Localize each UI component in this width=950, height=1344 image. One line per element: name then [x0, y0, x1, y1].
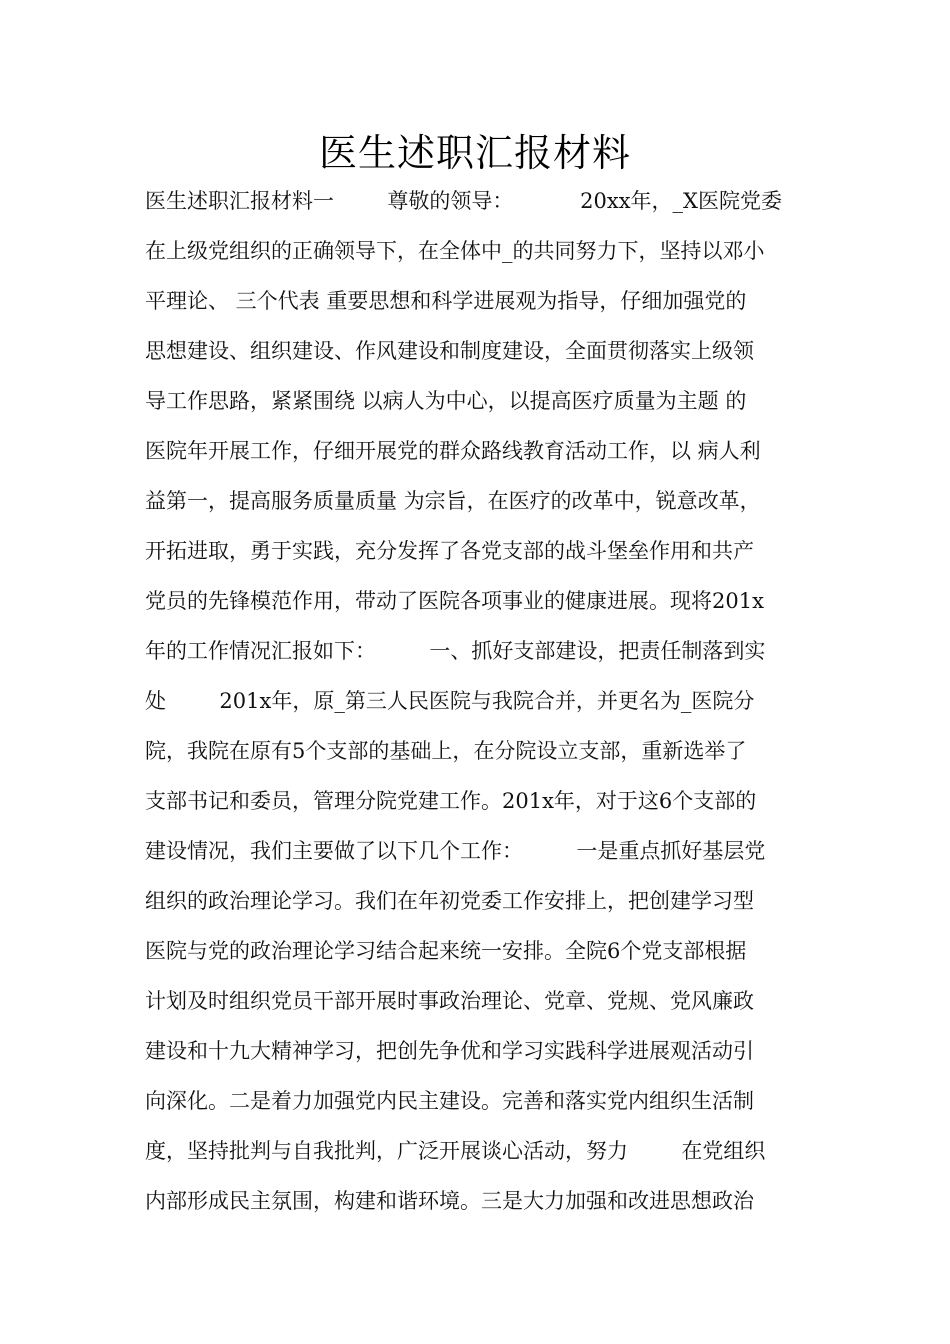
body-line: 开拓进取，勇于实践，充分发挥了各党支部的战斗堡垒作用和共产 — [145, 539, 754, 563]
body-line: 内部形成民主氛围，构建和谐环境。三是大力加强和改进思想政治 — [145, 1189, 754, 1213]
body-line: 医生述职汇报材料一 尊敬的领导： 20xx年，_X医院党委 — [145, 189, 783, 213]
body-line: 向深化。二是着力加强党内民主建设。完善和落实党内组织生活制 — [145, 1089, 754, 1113]
body-line: 建设和十九大精神学习，把创先争优和学习实践科学进展观活动引 — [145, 1039, 754, 1063]
body-line: 导工作思路，紧紧围绕 以病人为中心，以提高医疗质量为主题 的 — [145, 389, 747, 413]
document-body — [145, 180, 810, 1230]
body-line: 在上级党组织的正确领导下，在全体中_的共同努力下，坚持以邓小 — [145, 239, 765, 263]
body-line: 度，坚持批判与自我批判，广泛开展谈心活动，努力 在党组织 — [145, 1139, 766, 1163]
body-line: 年的工作情况汇报如下： 一、抓好支部建设，把责任制落到实 — [145, 639, 766, 663]
body-line: 平理论、 三个代表 重要思想和科学进展观为指导，仔细加强党的 — [145, 289, 747, 313]
body-line: 支部书记和委员，管理分院党建工作。201x年，对于这6个支部的 — [145, 789, 757, 813]
body-line: 医院年开展工作，仔细开展党的群众路线教育活动工作，以 病人利 — [145, 439, 761, 463]
body-line: 计划及时组织党员干部开展时事政治理论、党章、党规、党风廉政 — [145, 989, 754, 1013]
body-line: 益第一，提高服务质量质量 为宗旨，在医疗的改革中，锐意改革， — [145, 489, 761, 513]
body-line: 组织的政治理论学习。我们在年初党委工作安排上，把创建学习型 — [145, 889, 754, 913]
body-line: 思想建设、组织建设、作风建设和制度建设，全面贯彻落实上级领 — [145, 339, 754, 363]
body-line: 医院与党的政治理论学习结合起来统一安排。全院6个党支部根据 — [145, 939, 747, 963]
body-line: 党员的先锋模范作用，带动了医院各项事业的健康进展。现将201x — [145, 589, 764, 613]
body-line: 处 201x年，原_第三人民医院与我院合并，并更名为_医院分 — [145, 689, 755, 713]
body-line: 建设情况，我们主要做了以下几个工作： 一是重点抓好基层党 — [145, 839, 766, 863]
document-title: 医生述职汇报材料 — [318, 131, 631, 175]
body-line: 院，我院在原有5个支部的基础上，在分院设立支部，重新选举了 — [145, 739, 747, 763]
